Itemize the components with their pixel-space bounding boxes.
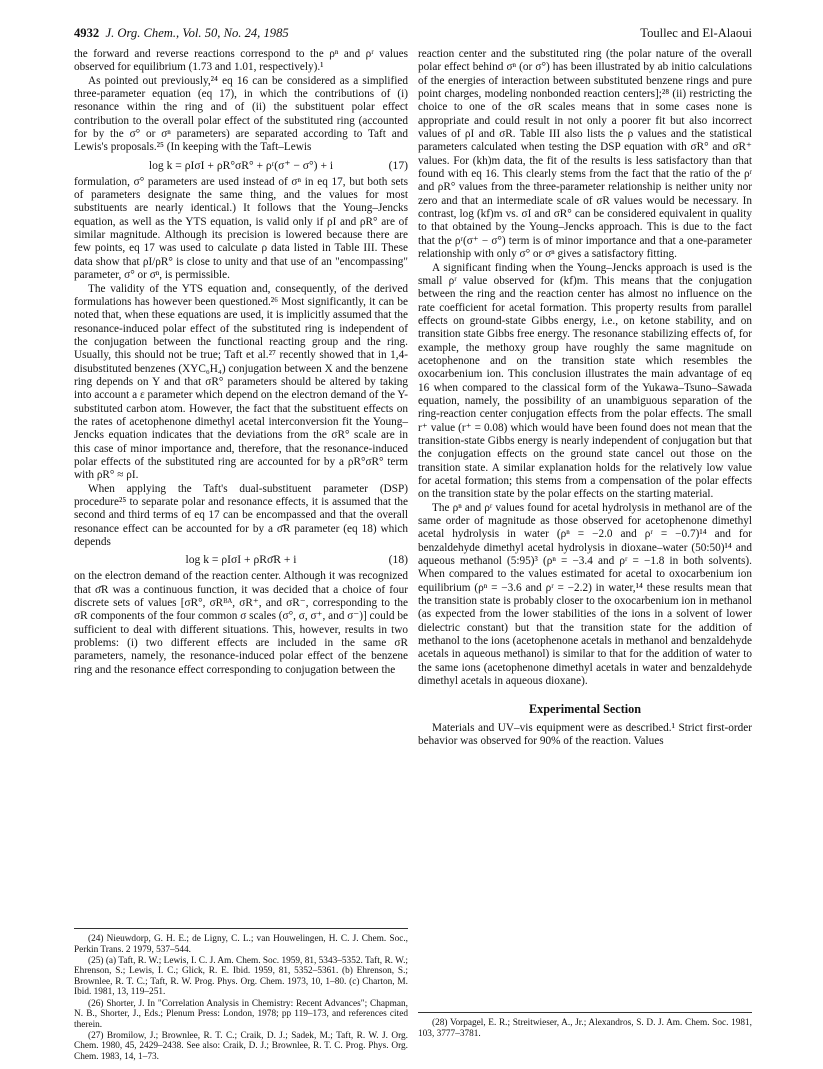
paragraph: Materials and UV–vis equipment were as described.¹ Strict first-order behavior was observed for 90% of the reaction. Values [418,721,752,748]
equation-18-number: (18) [388,553,408,567]
paragraph: As pointed out previously,²⁴ eq 16 can be considered as a simplified three-parameter equation (eq 17), in which the contributions of (i) resonance within the ring and of (ii) the substituent polar effect contribution to the overall polar effect of the substituted ring (accounted for by the σ° or σⁿ parameters) are separated according to Taft and Lewis's proposals.²⁵ (In keeping with the Taft–Lewis [74,74,408,154]
equation-17-body: log k = ρIσI + ρR°σR° + ρʳ(σ⁺ − σ°) + i [148,158,334,172]
footnote: (27) Bromilow, J.; Brownlee, R. T. C.; Craik, D. J.; Sadek, M.; Taft, R. W. J. Org. Chem. 1980, 45, 2429–2438. See also: Craik, D. J.; Brownlee, R. T. C. Prog. Phys. Org. Chem. 1983, 14, 1–73. [74,1030,408,1063]
footnote: (24) Nieuwdorp, G. H. E.; de Ligny, C. L.; van Houwelingen, H. C. J. Chem. Soc., Perkin Trans. 2 1979, 537–544. [74,934,408,955]
running-head [74,26,752,46]
footnote: (25) (a) Taft, R. W.; Lewis, I. C. J. Am. Chem. Soc. 1959, 81, 5343–5352. Taft, R. W.; Ehrenson, S.; Lewis, I. C.; Glick, R. E. Ibid. 1959, 81, 5352–5361. (b) Ehrenson, S.; Brownlee, R. T. C.; Taft, R. W. Prog. Phys. Org. Chem. 1973, 10, 1–80. (c) Charton, M. Ibid. 1981, 13, 119–251. [74,955,408,998]
equation-17-number: (17) [388,158,408,172]
paragraph: When applying the Taft's dual-substituent parameter (DSP) procedure²⁵ to separate polar and resonance effects, it is assumed that the second and third terms of eq 17 can be encompassed and that the overall resonance effect can be accounted for by a σ̄R parameter (eq 18) which depends [74,482,408,549]
paragraph: The validity of the YTS equation and, consequently, of the derived formulations has however been questioned.²⁶ Most significantly, it can be noted that, when these equations are used, it is implicitly assumed that the resonance-induced polar effect of the substituted ring is independent of the conjugation between the functional reacting group and the ring. Usually, this should not be true; Taft et al.²⁷ recently showed that in 1,4-disubstituted benzenes (XYC₆H₄) conjugation between X and the benzene ring depends on Y and that σR° parameters should be altered by taking into account a ε parameter which depend on the electron demand of the Y-substituted carbon atom. However, the fact that the substituent effects on the rates of acetophenone dimethyl acetal interconversion fit the Young–Jencks equation indicates that the deviations from the σR° scale are in this case of minor importance and, therefore, that the resonance-induced polar effects of the substituted ring are accounted for by a ρR°σR° term with ρR° ≈ ρI. [74,282,408,482]
journal-citation: J. Org. Chem., Vol. 50, No. 24, 1985 [105,26,289,40]
section-heading: Experimental Section [528,701,642,716]
paragraph: the forward and reverse reactions correspond to the ρⁿ and ρʳ values observed for equilibrium (1.73 and 1.01, respectively).¹ [74,48,408,74]
right-column [418,48,752,749]
left-column [74,48,408,677]
equation-18 [74,552,408,567]
paragraph: The ρⁿ and ρʳ values found for acetal hydrolysis in methanol are of the same order of magnitude as those observed for acetophenone dimethyl acetal hydrolysis in water (ρⁿ = −2.0 and ρʳ = −0.7)¹⁴ and for benzaldehyde dimethyl acetal hydrolysis in dioxane–water (50:50)¹⁴ and aqueous methanol (5:95)³ (ρⁿ = −3.4 and ρʳ = −1.8 in both solvents). When compared to the values estimated for acetal to oxocarbenium ion equilibrium (ρⁿ = −3.6 and ρʳ = −2.2) in water,¹⁴ these results mean that the transition state is probably closer to the oxocarbenium ion in methanol (as expected from the lower stabilities of the ions in a solvent of lower dielectric constant) but that the transition state for the addition of methanol to the ions (acetophenone acetals in methanol and benzaldehyde acetals in aqueous methanol) is similar to that for the addition of water to the same ions (acetophenone dimethyl acetals in water and benzaldehyde dimethyl acetals in aqueous dioxane). [418,501,752,688]
footnote: (26) Shorter, J. In "Correlation Analysis in Chemistry: Recent Advances"; Chapman, N. B., Shorter, J., Eds.; Plenum Press: London, 1978; pp 119–173, and references cited therein. [74,998,408,1030]
paragraph: reaction center and the substituted ring (the polar nature of the overall polar effect behind σⁿ (or σ°) has been illustrated by ab initio calculations of the energies of interaction between substituted benzene rings and pure point charges, modeling nonbonded reaction centers];²⁸ (ii) restricting the choice to one of the σR scales means that in some cases none is appropriate and could result in not only a poorer fit but also incorrect values of ρI and σR. Table III also lists the ρ values and the statistical parameters calculated when testing the DSP equation with σR° and σR⁺ values. For (kh)m data, the fit of the results is less satisfactory than that found with eq 16. This clearly stems from the fact that the ratio of the ρʳ and ρR° values from the three-parameter relationship is neither unity nor zero and that an intermediate scale of σR values would be necessary. In contrast, log (kf)m vs. σI and σR° can be considered equivalent in quality to that obtained by the Young–Jencks approach. This is due to the fact that the ρʳ(σ⁺ − σ°) term is of minor importance and that a one-parameter relationship with only σ° or σⁿ gives a satisfactory fitting. [418,48,752,261]
paragraph: on the electron demand of the reaction center. Although it was recognized that σ̄R was a continuous function, it was decided that a choice of four discrete sets of values [σR°, σRᴮᴬ, σR⁺, and σR⁻, corresponding to the σR components of the four common σ scales (σ°, σ, σ⁺, and σ⁻)] could be sufficient to deal with different situations. This, however, results in two problems: (i) two different effects are included in the same σR parameters, namely, the resonance-induced polar effect of the benzene ring and the resonance effect corresponding to conjugation between the [74,570,408,676]
footnote: (28) Vorpagel, E. R.; Streitwieser, A., Jr.; Alexandros, S. D. J. Am. Chem. Soc. 1981, 103, 3777–3781. [418,1018,752,1039]
equation-17 [74,158,408,173]
equation-18-body: log k = ρIσI + ρRσ̄R + i [185,553,297,567]
page-number: 4932 [74,26,100,40]
footnotes-right [418,1012,752,1040]
paragraph: A significant finding when the Young–Jencks approach is used is the small ρʳ value observed for (kf)m. This means that the conjugation between the ring and the reaction center has almost no influence on the rate coefficient for acetal formation. This property results from parallel effects on ground-state Gibbs energy, i.e., on ketone stability, and on transition state Gibbs free energy. The resonance stabilizing effects of, for example, the methoxy group have roughly the same magnitude on acetophenone and on the transition state which resembles the oxocarbenium ion. This conclusion illustrates the main advantage of eq 16 when compared to the classical form of the Yukawa–Tsuno–Sawada equation, namely, the possibility of an unambiguous separation of the ring-reaction center conjugation effects from the polar effects. The small r⁺ value (r⁺ = 0.08) which would have been found does not mean that the transition-state Gibbs energy is nearly independent of conjugation but that the conjugation effects on the ground state cancel out those on the transition state. A similar explanation holds for the relatively low value for acetal formation; this stems from a compensation of the polar effects on the transition state by the polar effects on the starting material. [418,261,752,501]
paragraph: formulation, σ° parameters are used instead of σⁿ in eq 17, but both sets of parameters designate the same thing, and the values for most substituents are nearly identical.) It follows that the Young–Jencks equation, as well as the YTS equation, is valid only if ρI and ρR° are of similar magnitude. Although its precision is lowered because there are few points, eq 17 was used to calculate ρ data listed in Table III. These data show that ρI/ρR° is close to unity and that use of an "encompassing" parameter, σ° or σⁿ, is permissible. [74,175,408,282]
footnotes-left [74,928,408,1063]
running-authors: Toullec and El-Alaoui [640,26,752,40]
